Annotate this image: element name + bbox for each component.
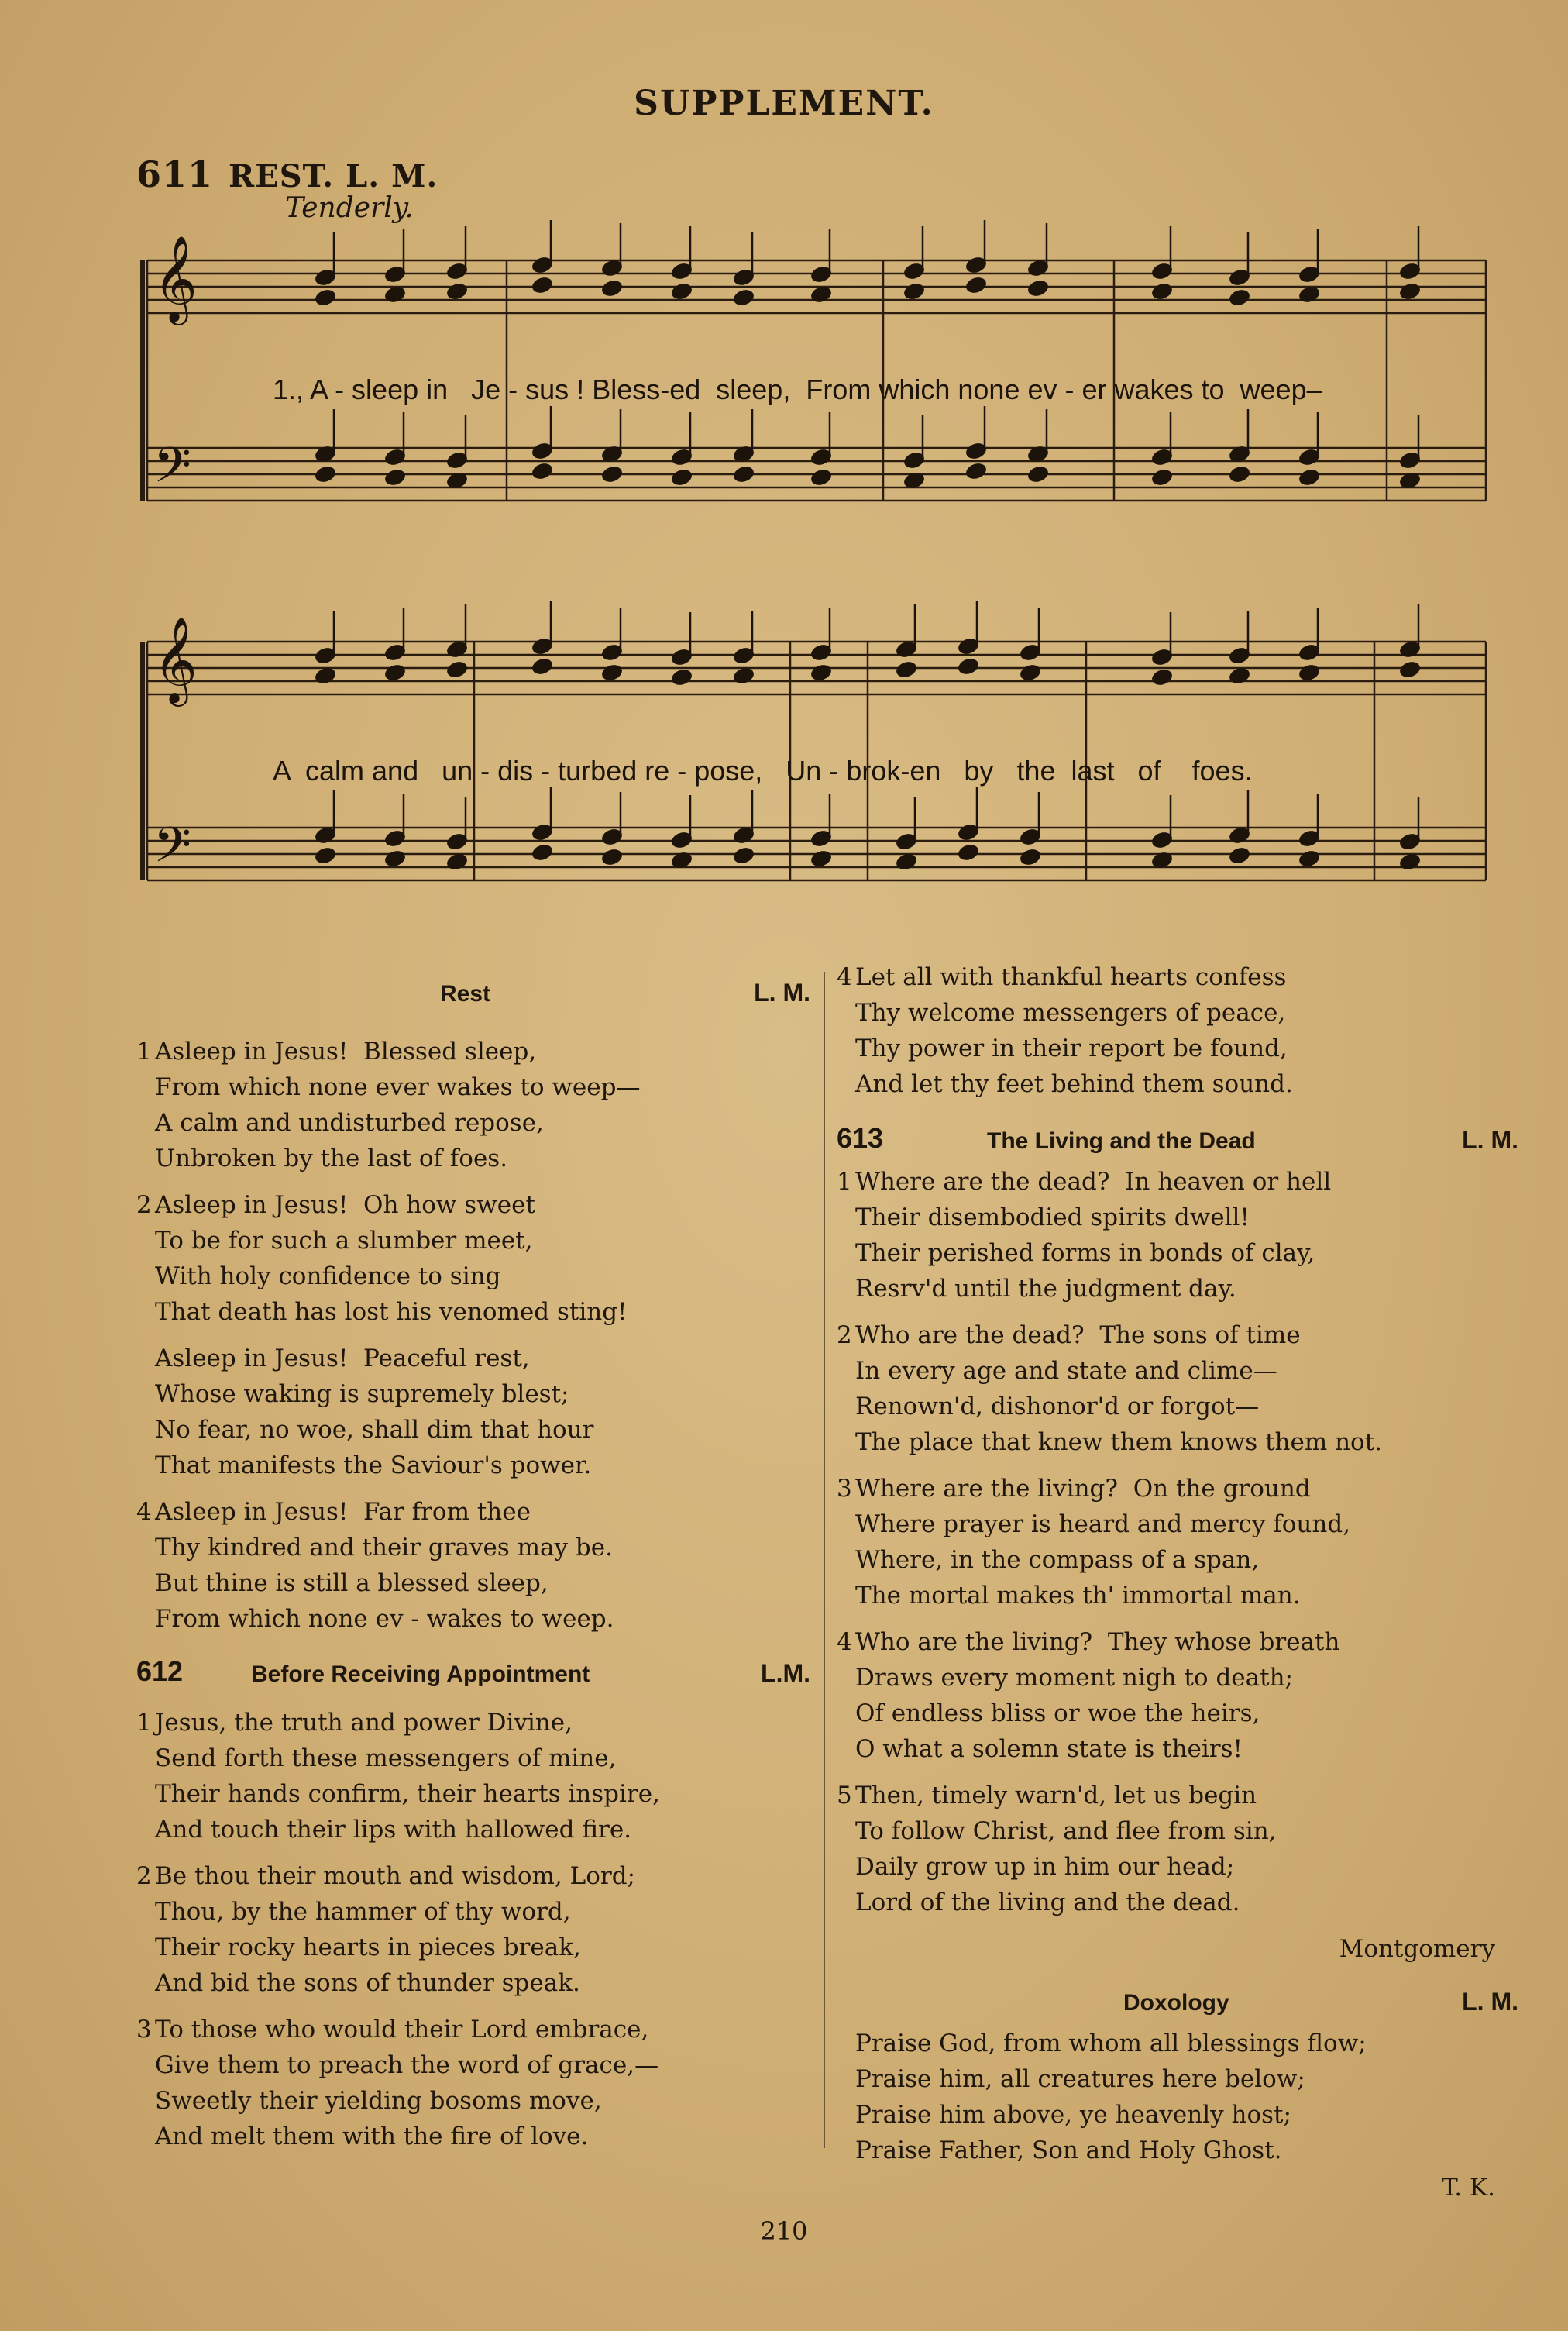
svg-text:𝄢: 𝄢: [153, 816, 191, 885]
line-text: Daily grow up in him our head;: [855, 1853, 1235, 1881]
tune-name: REST. L. M.: [229, 158, 438, 195]
hymn-author: Montgomery: [1339, 1935, 1495, 1963]
tempo-marking: Tenderly.: [285, 192, 414, 224]
stanza-line: [155, 1376, 810, 1412]
stanza-line: [855, 1660, 1518, 1696]
right-column: [837, 959, 1518, 2205]
stanzas: [837, 2026, 1518, 2168]
stanza-line: [855, 2026, 1518, 2061]
stanza-line: [837, 1164, 1518, 1200]
line-text: From which none ever wakes to weep—: [155, 1073, 641, 1101]
stanza-line: [837, 1317, 1518, 1353]
stanza-line: [855, 1731, 1518, 1767]
hymn-title: Doxology: [1123, 1990, 1229, 2016]
stanza-line: [855, 1389, 1518, 1424]
line-text: A calm and undisturbed repose,: [155, 1109, 544, 1137]
stanza: [837, 2026, 1518, 2168]
stanza-line: [155, 1894, 810, 1930]
stanza-line: [155, 1412, 810, 1448]
line-text: Resrv'd until the judgment day.: [855, 1275, 1236, 1303]
stanza-number: 1: [136, 1709, 152, 1737]
stanza-line: [155, 1258, 810, 1294]
stanza-line: [136, 1034, 810, 1069]
line-text: Unbroken by the last of foes.: [155, 1145, 508, 1172]
stanza-line: [155, 1223, 810, 1258]
hymn-meter: L. M.: [754, 979, 810, 1007]
stanza-line: [855, 1849, 1518, 1885]
stanza-line: [155, 1105, 810, 1141]
hymn-rest: [136, 973, 810, 1637]
stanza-line: [155, 1965, 810, 2001]
line-text: Sweetly their yielding bosoms move,: [155, 2087, 602, 2115]
stanza-number: 1: [136, 1038, 152, 1066]
stanza-line: [855, 1271, 1518, 1307]
stanza-line: [855, 2133, 1518, 2168]
stanza-line: [155, 2119, 810, 2154]
line-text: Where are the dead? In heaven or hell: [855, 1168, 1332, 1196]
stanzas: [136, 1705, 810, 2154]
stanza: [136, 1341, 810, 1483]
line-text: To follow Christ, and flee from sin,: [855, 1817, 1277, 1845]
line-text: Draws every moment nigh to death;: [855, 1664, 1293, 1692]
line-text: Asleep in Jesus! Oh how sweet: [155, 1191, 535, 1219]
stanza-line: [155, 1776, 810, 1812]
line-text: Be thou their mouth and wisdom, Lord;: [155, 1862, 636, 1890]
left-column: [136, 973, 810, 2165]
hymn-title: Before Receiving Appointment: [251, 1661, 590, 1687]
stanza-line: [155, 1530, 810, 1565]
stanza-line: [155, 1448, 810, 1483]
page-number: 210: [760, 2216, 808, 2246]
line-text: No fear, no woe, shall dim that hour: [155, 1416, 594, 1444]
stanza-line: [855, 1813, 1518, 1849]
stanza-line: [155, 1812, 810, 1847]
svg-text:𝄞: 𝄞: [153, 616, 198, 703]
stanza-line: [155, 1294, 810, 1330]
stanza-number: 2: [136, 1862, 152, 1890]
line-text: Thy kindred and their graves may be.: [155, 1534, 613, 1561]
stanza-line: [855, 995, 1518, 1031]
stanza-line: [155, 2083, 810, 2119]
stanza-number: 4: [136, 1498, 152, 1526]
stanza-number: 2: [136, 1191, 152, 1219]
svg-text:𝄢: 𝄢: [153, 436, 191, 505]
line-text: Thy power in their report be found,: [855, 1035, 1288, 1062]
line-text: Praise Father, Son and Holy Ghost.: [855, 2136, 1282, 2164]
line-text: Lord of the living and the dead.: [855, 1889, 1240, 1916]
line-text: Where are the living? On the ground: [855, 1475, 1311, 1503]
stanza: [837, 1624, 1518, 1767]
stanza: [837, 1164, 1518, 1307]
line-text: Jesus, the truth and power Divine,: [155, 1709, 573, 1737]
line-text: Praise him, all creatures here below;: [855, 2065, 1305, 2093]
stanza-line: [855, 2061, 1518, 2097]
stanza-line: [855, 1578, 1518, 1613]
stanza-line: [855, 2097, 1518, 2133]
stanza-line: [136, 1494, 810, 1530]
line-text: Send forth these messengers of mine,: [155, 1744, 617, 1772]
stanza: [837, 1778, 1518, 1920]
stanza-line: [837, 1778, 1518, 1813]
stanza-line: [855, 1066, 1518, 1102]
stanza-line: [837, 1624, 1518, 1660]
stanza-line: [855, 1235, 1518, 1271]
lyric-line-2: A calm and un - dis - turbed re - pose, Un - brok-en by the last of foes.: [273, 755, 1253, 787]
line-text: Who are the dead? The sons of time: [855, 1321, 1301, 1349]
hymn-title: Rest: [440, 981, 491, 1007]
page-heading: SUPPLEMENT.: [634, 84, 934, 123]
stanza-line: [855, 1885, 1518, 1920]
line-text: Whose waking is supremely blest;: [155, 1380, 569, 1408]
stanza-line: [155, 1069, 810, 1105]
stanza-number: 5: [837, 1782, 852, 1809]
line-text: Then, timely warn'd, let us begin: [855, 1782, 1257, 1809]
hymn-613: [837, 1121, 1518, 1967]
stanza-line: [837, 959, 1518, 995]
line-text: The mortal makes th' immortal man.: [855, 1582, 1301, 1610]
hymn-612: [136, 1654, 810, 2154]
column-divider: [824, 972, 825, 2148]
stanza: [136, 1187, 810, 1330]
stanza: [136, 1858, 810, 2001]
line-text: Praise him above, ye heavenly host;: [855, 2101, 1291, 2129]
line-text: Who are the living? They whose breath: [855, 1628, 1340, 1656]
line-text: Asleep in Jesus! Blessed sleep,: [155, 1038, 537, 1066]
stanza-line: [155, 1930, 810, 1965]
line-text: Their hands confirm, their hearts inspire,: [155, 1780, 660, 1808]
stanza: [136, 2012, 810, 2154]
stanza-line: [837, 1471, 1518, 1506]
stanza-line: [136, 2012, 810, 2047]
line-text: And let thy feet behind them sound.: [855, 1070, 1293, 1098]
hymn-number: 612: [136, 1655, 184, 1687]
line-text: That manifests the Saviour's power.: [155, 1451, 592, 1479]
hymn-meter: L. M.: [1462, 1126, 1518, 1154]
line-text: And touch their lips with hallowed fire.: [155, 1816, 632, 1844]
stanza: [837, 1317, 1518, 1460]
line-text: Where prayer is heard and mercy found,: [855, 1510, 1351, 1538]
stanzas: [837, 1164, 1518, 1920]
line-text: Praise God, from whom all blessings flow;: [855, 2030, 1367, 2057]
line-text: Of endless bliss or woe the heirs,: [855, 1699, 1260, 1727]
stanza-line: [855, 1353, 1518, 1389]
hymn-number: 613: [837, 1122, 884, 1154]
hymn-meter: L.M.: [761, 1659, 810, 1687]
line-text: Let all with thankful hearts confess: [855, 963, 1287, 991]
stanza-line: [855, 1031, 1518, 1066]
stanzas-continued: [837, 959, 1518, 1102]
stanza-number: 4: [837, 963, 852, 991]
stanza-line: [155, 1601, 810, 1637]
line-text: To those who would their Lord embrace,: [155, 2016, 649, 2043]
stanza: [136, 1705, 810, 1847]
line-text: Thou, by the hammer of thy word,: [155, 1898, 571, 1926]
line-text: In every age and state and clime—: [855, 1357, 1277, 1385]
line-text: Asleep in Jesus! Far from thee: [155, 1498, 531, 1526]
stanza: [136, 1494, 810, 1637]
stanza: [837, 959, 1518, 1102]
line-text: Their perished forms in bonds of clay,: [855, 1239, 1315, 1267]
svg-text:𝄞: 𝄞: [153, 235, 198, 322]
line-text: O what a solemn state is theirs!: [855, 1735, 1243, 1763]
line-text: Give them to preach the word of grace,—: [155, 2051, 659, 2079]
stanza: [837, 1471, 1518, 1613]
line-text: Where, in the compass of a span,: [855, 1546, 1260, 1574]
line-text: And bid the sons of thunder speak.: [155, 1969, 580, 1997]
stanza-number: 4: [837, 1628, 852, 1656]
hymn-meter: L. M.: [1462, 1988, 1518, 2016]
line-text: Their rocky hearts in pieces break,: [155, 1933, 581, 1961]
stanza-number: 1: [837, 1168, 852, 1196]
line-text: Asleep in Jesus! Peaceful rest,: [155, 1345, 530, 1372]
stanza-line: [155, 1741, 810, 1776]
stanza-line: [855, 1696, 1518, 1731]
lyric-line-1: 1., A - sleep in Je - sus ! Bless-ed sleep, From which none ev - er wakes to weep–: [273, 374, 1322, 405]
tune-number: 611: [136, 153, 214, 195]
line-text: The place that knew them knows them not.: [855, 1428, 1383, 1456]
stanza-line: [855, 1200, 1518, 1235]
doxology: [837, 1982, 1518, 2205]
line-text: That death has lost his venomed sting!: [155, 1298, 628, 1326]
line-text: And melt them with the fire of love.: [155, 2123, 589, 2150]
stanza-number: 2: [837, 1321, 852, 1349]
stanza-line: [136, 1187, 810, 1223]
stanza-line: [855, 1542, 1518, 1578]
stanza-line: [136, 1858, 810, 1894]
line-text: With holy confidence to sing: [155, 1262, 501, 1290]
stanza-line: [155, 2047, 810, 2083]
stanza-line: [136, 1705, 810, 1741]
stanza-line: [155, 1565, 810, 1601]
line-text: Their disembodied spirits dwell!: [855, 1203, 1250, 1231]
line-text: But thine is still a blessed sleep,: [155, 1569, 548, 1597]
stanza-number: 3: [136, 2016, 152, 2043]
hymn-author: T. K.: [1442, 2174, 1495, 2202]
stanza-line: [855, 1424, 1518, 1460]
stanza-number: 3: [837, 1475, 852, 1503]
stanza: [136, 1034, 810, 1176]
stanza-line: [855, 1506, 1518, 1542]
line-text: Renown'd, dishonor'd or forgot—: [855, 1393, 1260, 1420]
line-text: Thy welcome messengers of peace,: [855, 999, 1286, 1027]
stanza-line: [155, 1141, 810, 1176]
stanza-line: [155, 1341, 810, 1376]
line-text: From which none ev - wakes to weep.: [155, 1605, 614, 1633]
hymn-title: The Living and the Dead: [987, 1128, 1256, 1154]
line-text: To be for such a slumber meet,: [155, 1227, 533, 1255]
stanzas: [136, 1034, 810, 1637]
